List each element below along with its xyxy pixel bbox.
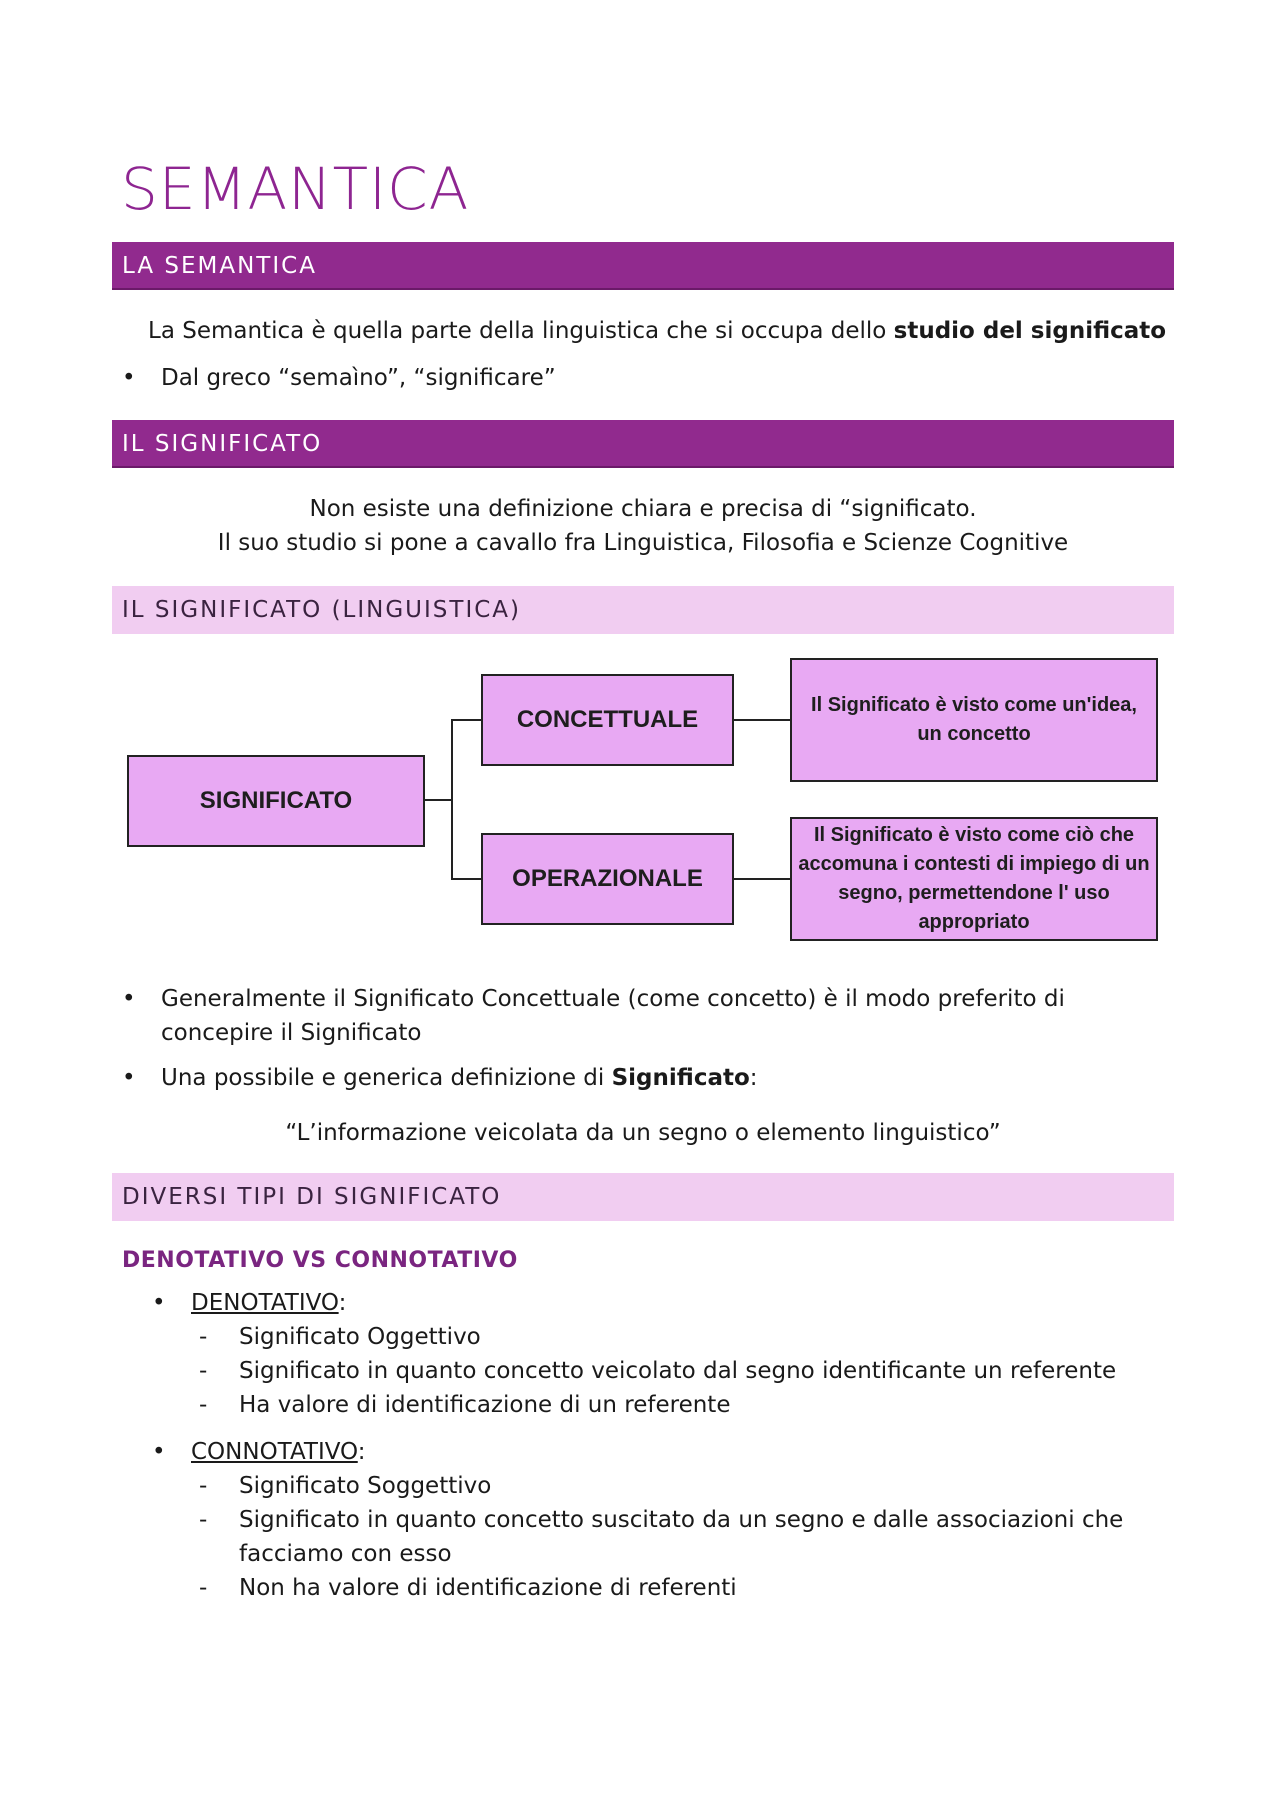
section-header-la-semantica: LA SEMANTICA bbox=[112, 242, 1174, 290]
semantica-intro-bold: studio del significato bbox=[893, 318, 1167, 344]
subheading-denotativo-vs-connotativo: DENOTATIVO VS CONNOTATIVO bbox=[122, 1248, 518, 1273]
list-item bbox=[122, 982, 1172, 1050]
list-item bbox=[199, 1354, 1199, 1388]
diagram-node-concettuale: CONCETTUALE bbox=[481, 674, 734, 766]
list-item bbox=[199, 1320, 1199, 1354]
linguistica-bullet-1-line-1: Generalmente il Significato Concettuale (come concetto) è il modo preferito di bbox=[161, 986, 1065, 1012]
section-header-significato-linguistica: IL SIGNIFICATO (LINGUISTICA) bbox=[112, 586, 1174, 634]
list-item bbox=[122, 361, 1122, 395]
section-header-diversi-tipi: DIVERSI TIPI DI SIGNIFICATO bbox=[112, 1173, 1174, 1221]
linguistica-bullet-2-text: Una possibile e generica definizione di bbox=[161, 1065, 612, 1091]
connotativo-item-2-line-2: facciamo con esso bbox=[239, 1541, 452, 1567]
bullet-marker: • bbox=[122, 365, 136, 391]
bullet-marker: • bbox=[122, 1065, 136, 1091]
denotativo-colon: : bbox=[338, 1290, 347, 1316]
page-title: SEMANTICA bbox=[121, 155, 470, 223]
connector-operazionale bbox=[451, 878, 481, 880]
connotativo-label bbox=[191, 1435, 366, 1469]
list-item bbox=[199, 1503, 1199, 1571]
connector-concettuale bbox=[451, 719, 481, 721]
list-item bbox=[152, 1286, 1152, 1320]
linguistica-bullet-1-line-2: concepire il Significato bbox=[161, 1020, 422, 1046]
connector-desc-2 bbox=[734, 878, 790, 880]
diagram-node-operazionale: OPERAZIONALE bbox=[481, 833, 734, 925]
semantica-intro bbox=[148, 314, 1166, 348]
significato-definition-quote: “L’informazione veicolata da un segno o elemento linguistico” bbox=[285, 1120, 1001, 1146]
bullet-marker: • bbox=[152, 1290, 166, 1316]
bullet-marker: • bbox=[122, 986, 136, 1012]
section-header-il-significato: IL SIGNIFICATO bbox=[112, 420, 1174, 468]
dash-marker: - bbox=[199, 1324, 208, 1350]
significato-line-2: Il suo studio si pone a cavallo fra Linguistica, Filosofia e Scienze Cognitive bbox=[217, 530, 1069, 556]
denotativo-item-1: Significato Oggettivo bbox=[239, 1324, 481, 1350]
dash-marker: - bbox=[199, 1358, 208, 1384]
diagram-desc-concettuale: Il Significato è visto come un'idea, un concetto bbox=[790, 658, 1158, 782]
semantica-bullet-1: Dal greco “semaìno”, “significare” bbox=[161, 365, 556, 391]
connotativo-item-2-line-1: Significato in quanto concetto suscitato da un segno e dalle associazioni che bbox=[239, 1507, 1124, 1533]
connotativo-item-1: Significato Soggettivo bbox=[239, 1473, 492, 1499]
connector-vertical bbox=[451, 719, 453, 880]
list-item bbox=[152, 1435, 1152, 1469]
connotativo-colon: : bbox=[357, 1439, 366, 1465]
list-item bbox=[122, 1061, 1172, 1095]
list-item bbox=[199, 1469, 1199, 1503]
list-item bbox=[199, 1388, 1199, 1422]
denotativo-item-3: Ha valore di identificazione di un referente bbox=[239, 1392, 731, 1418]
linguistica-bullet-2-end: : bbox=[749, 1065, 758, 1091]
semantica-intro-text: La Semantica è quella parte della linguistica che si occupa dello bbox=[148, 318, 894, 344]
denotativo-label bbox=[191, 1286, 346, 1320]
diagram-desc-operazionale: Il Significato è visto come ciò che accomuna i contesti di impiego di un segno, permettendone l' uso appropriato bbox=[790, 817, 1158, 941]
dash-marker: - bbox=[199, 1507, 208, 1533]
dash-marker: - bbox=[199, 1575, 208, 1601]
linguistica-bullet-2 bbox=[161, 1061, 758, 1095]
connector-desc-1 bbox=[734, 719, 790, 721]
connector-root bbox=[425, 799, 452, 801]
significato-line-1: Non esiste una definizione chiara e precisa di “significato. bbox=[309, 496, 977, 522]
list-item bbox=[199, 1571, 1199, 1605]
diagram-node-significato: SIGNIFICATO bbox=[127, 755, 425, 847]
connotativo-item-3: Non ha valore di identificazione di referenti bbox=[239, 1575, 737, 1601]
linguistica-bullet-2-bold: Significato bbox=[611, 1065, 750, 1091]
denotativo-item-2: Significato in quanto concetto veicolato dal segno identificante un referente bbox=[239, 1358, 1117, 1384]
connotativo-label-text: CONNOTATIVO bbox=[191, 1439, 358, 1465]
dash-marker: - bbox=[199, 1392, 208, 1418]
bullet-marker: • bbox=[152, 1439, 166, 1465]
dash-marker: - bbox=[199, 1473, 208, 1499]
denotativo-label-text: DENOTATIVO bbox=[191, 1290, 339, 1316]
